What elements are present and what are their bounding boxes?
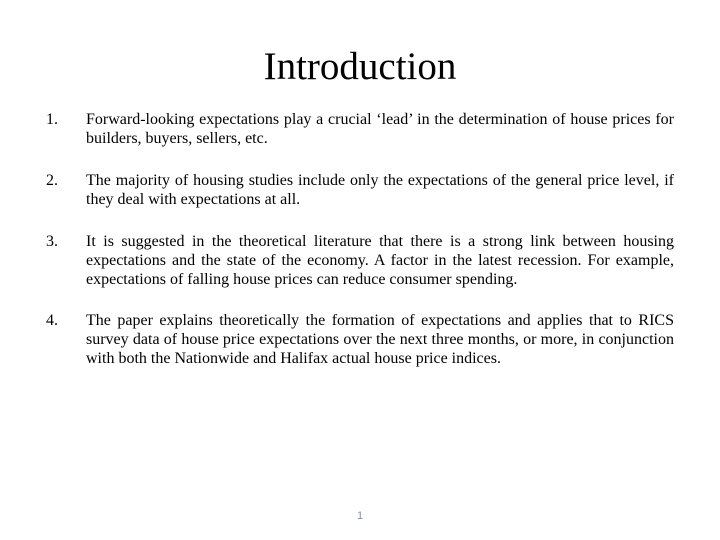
page-number: 1 [356, 510, 364, 522]
list-item-text: Forward-looking expectations play a crucial ‘lead’ in the determination of house prices for builders, buyers, sellers, etc. [86, 111, 674, 147]
list-item [46, 171, 674, 209]
list-item-number: 3. [46, 233, 58, 250]
list-item-number: 2. [46, 172, 58, 189]
list-item [46, 110, 674, 148]
list-item [46, 232, 674, 289]
list-item [46, 311, 674, 368]
list-item-text: The paper explains theoretically the formation of expectations and applies that to RICS survey data of house price expectations over the next three months, or more, in conjunction with both the Nationwide and Halifax actual house price indices. [86, 312, 674, 367]
list-item-text: The majority of housing studies include only the expectations of the general price level, if they deal with expectations at all. [86, 172, 674, 208]
list-item-text: It is suggested in the theoretical literature that there is a strong link between housing expectations and the state of the economy. A factor in the latest recession. For example, expectations of falling house prices can reduce consumer spending. [86, 233, 674, 288]
list-item-number: 1. [46, 111, 58, 128]
slide-title: Introduction [263, 45, 457, 88]
list-item-number: 4. [46, 312, 58, 329]
